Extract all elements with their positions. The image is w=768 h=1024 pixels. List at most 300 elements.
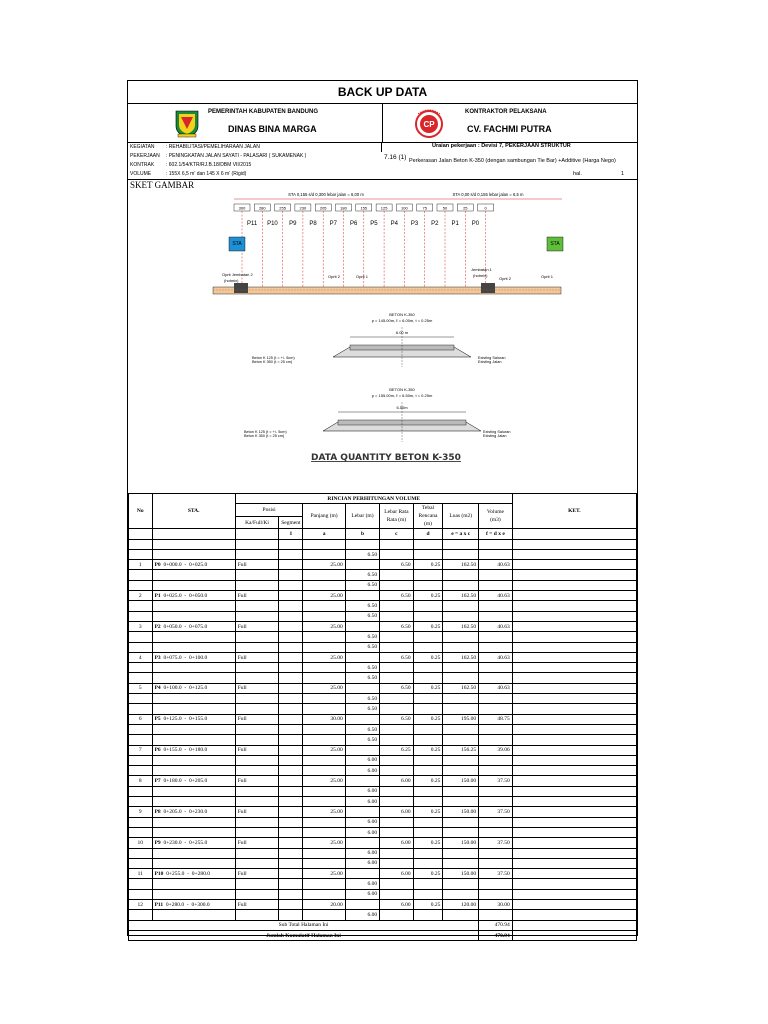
lebar-bottom: 6.50 <box>345 601 379 611</box>
row-volume: 37.50 <box>479 838 513 848</box>
sta-end: 0+180.0 <box>189 747 208 754</box>
contractor-line-1: KONTRAKTOR PELAKSANA <box>465 109 547 115</box>
row-panjang: 25.00 <box>303 560 345 570</box>
row-tebal: 0.25 <box>413 560 443 570</box>
table-spacer-row <box>129 539 637 549</box>
bandung-logo <box>172 108 202 138</box>
row-sta <box>152 591 235 601</box>
sta-start: 0+255.0 <box>166 870 185 877</box>
row-panjang: 25.00 <box>303 652 345 662</box>
row-no: 11 <box>129 869 153 879</box>
row-volume: 40.63 <box>479 683 513 693</box>
sta-start: 0+280.0 <box>165 901 185 908</box>
row-luas: 150.00 <box>443 807 479 817</box>
contractor-line-2: CV. FACHMI PUTRA <box>467 124 552 134</box>
point-label: P2 <box>431 221 439 227</box>
subtotal-row <box>129 920 637 930</box>
sta-dash: - <box>184 778 187 785</box>
employer-line-2: DINAS BINA MARGA <box>228 124 317 134</box>
col-no: No <box>129 494 153 529</box>
length-value: 0 <box>484 205 487 211</box>
row-posisi: Full <box>235 745 278 755</box>
section-1-saluran: Existing Saluran <box>478 356 506 360</box>
length-value: 25 <box>463 205 468 211</box>
lebar-top: 6.50 <box>345 673 379 683</box>
row-panjang: 25.00 <box>303 807 345 817</box>
point-label: P8 <box>309 221 317 227</box>
lebar-top: 6.50 <box>345 735 379 745</box>
row-point: P5 <box>154 716 161 723</box>
row-luas: 162.50 <box>443 560 479 570</box>
col-panjang: Panjang (m) <box>303 504 345 529</box>
row-lebar-rata: 6.50 <box>380 652 413 662</box>
col-tebal: Tebal Rencana (m) <box>413 504 443 529</box>
sta-dash: - <box>184 654 187 661</box>
code-e: e = a x c <box>443 529 479 539</box>
table-row <box>129 621 637 631</box>
row-lebar-rata: 6.50 <box>380 714 413 724</box>
length-value: 75 <box>422 205 427 211</box>
subtotal-label: Sub Total Halaman Ini <box>129 920 479 930</box>
hal-value: 1 <box>621 171 625 177</box>
volume-row <box>130 171 246 177</box>
row-no: 4 <box>129 652 153 662</box>
row-sta <box>152 621 235 631</box>
row-panjang: 25.00 <box>303 776 345 786</box>
table-row <box>129 797 637 807</box>
length-value: 50 <box>442 205 448 211</box>
road-strip <box>213 287 561 294</box>
sta-start: 0+230.0 <box>163 839 182 846</box>
row-no: 12 <box>129 899 153 909</box>
row-point: P1 <box>154 592 161 599</box>
row-point: P10 <box>154 870 164 877</box>
hotmix-label-left: (hotmix) <box>224 278 239 283</box>
row-tebal: 0.25 <box>413 714 443 724</box>
kontrak-label: KONTRAK <box>130 162 155 168</box>
section-1-k125: Beton K 125 (t = +/- 5cm) <box>252 356 295 360</box>
lebar-top: 6.00 <box>345 858 379 868</box>
section-2-dims: p = 155.00m, ℓ = 6.50m, t = 0.25m <box>371 393 433 398</box>
row-luas: 150.00 <box>443 838 479 848</box>
row-luas: 162.50 <box>443 621 479 631</box>
row-sta <box>152 560 235 570</box>
row-luas: 195.00 <box>443 714 479 724</box>
kegiatan-row <box>130 144 260 150</box>
employer-header <box>128 104 383 142</box>
col-sta: STA. <box>152 494 235 529</box>
kegiatan-label: KEGIATAN <box>130 144 155 150</box>
row-volume: 30.00 <box>479 899 513 909</box>
lebar-bottom: 6.50 <box>345 724 379 734</box>
point-label: P10 <box>267 221 278 227</box>
row-no: 3 <box>129 621 153 631</box>
pekerjaan-label: PEKERJAAN <box>130 153 160 159</box>
row-tebal: 0.25 <box>413 776 443 786</box>
row-lebar-rata: 6.00 <box>380 838 413 848</box>
lebar-top: 6.00 <box>345 889 379 899</box>
sta-end: 0+050.0 <box>189 592 208 599</box>
col-lebar: Lebar (m) <box>345 504 379 529</box>
row-point: P6 <box>154 747 161 754</box>
svg-text:CP: CP <box>423 120 435 129</box>
row-posisi: Full <box>235 776 278 786</box>
length-value: 155 <box>360 205 368 211</box>
sta-end: 0+280.0 <box>191 870 210 877</box>
table-row <box>129 910 637 920</box>
lebar-bottom: 6.00 <box>345 817 379 827</box>
row-luas: 162.50 <box>443 683 479 693</box>
rincian-header: RINCIAN PERHITUNGAN VOLUME <box>235 494 512 504</box>
table-row <box>129 879 637 889</box>
lebar-top: 6.50 <box>345 642 379 652</box>
section-1-jalan: Existing Jalan <box>478 360 502 364</box>
lebar-bottom: 6.00 <box>345 848 379 858</box>
row-posisi: Full <box>235 869 278 879</box>
sta-dash: - <box>184 747 187 754</box>
row-luas: 162.50 <box>443 591 479 601</box>
col-lebar-rata: Lebar Rata Rata (m) <box>380 504 413 529</box>
row-point: P11 <box>154 901 164 908</box>
point-label: P6 <box>349 221 358 227</box>
row-panjang: 25.00 <box>303 745 345 755</box>
col-ka-full-ki: Ka/Full/Ki <box>235 516 278 529</box>
kumulatif-row <box>129 930 637 940</box>
sta-box-right-label: STA <box>550 241 560 247</box>
row-posisi: Full <box>235 838 278 848</box>
col-volume: Volume (m3) <box>479 504 513 529</box>
bridge-1 <box>481 283 495 293</box>
row-tebal: 0.25 <box>413 838 443 848</box>
table-row <box>129 683 637 693</box>
table-row <box>129 735 637 745</box>
code-a: a <box>303 529 345 539</box>
row-tebal: 0.25 <box>413 745 443 755</box>
lebar-top: 6.50 <box>345 549 379 559</box>
row-panjang: 20.00 <box>303 899 345 909</box>
length-value: 280 <box>258 205 266 211</box>
row-point: P7 <box>154 778 161 785</box>
row-point: P2 <box>154 623 161 630</box>
row-no: 10 <box>129 838 153 848</box>
point-label: P7 <box>329 221 338 227</box>
row-point: P0 <box>154 561 161 568</box>
section-2-jalan: Existing Jalan <box>483 434 507 438</box>
lebar-bottom: 6.00 <box>345 910 379 920</box>
code-b: b <box>345 529 379 539</box>
site-plan-drawing <box>128 189 637 299</box>
uraian-pekerjaan: Uraian pekerjaan : Devisi 7, PEKERJAAN STRUKTUR <box>432 143 571 149</box>
row-point: P9 <box>154 839 161 846</box>
oprit-2-right-label: Oprit 2 <box>499 276 512 281</box>
code-1: 1 <box>279 529 303 539</box>
kontrak-row <box>130 162 251 168</box>
col-posisi: Posisi <box>235 504 303 517</box>
length-value: 125 <box>380 205 388 211</box>
code-f: f = d x e <box>479 529 513 539</box>
kumulatif-value: 470.94 <box>479 930 513 940</box>
table-row <box>129 663 637 673</box>
table-row <box>129 724 637 734</box>
row-volume: 40.63 <box>479 560 513 570</box>
sta-end: 0+205.0 <box>189 778 208 785</box>
table-row <box>129 591 637 601</box>
code-c: c <box>380 529 413 539</box>
row-lebar-rata: 6.00 <box>380 807 413 817</box>
lebar-bottom: 6.00 <box>345 786 379 796</box>
item-description: Perkerasan Jalan Beton K-350 (dengan sambungan Tie Bar) +Additive (Harga Nego) <box>409 158 616 164</box>
point-label: P0 <box>471 221 480 227</box>
sta-start: 0+180.0 <box>163 778 182 785</box>
row-sta <box>152 838 235 848</box>
sta-dash: - <box>187 870 190 877</box>
sta-dash: - <box>184 592 187 599</box>
row-panjang: 25.00 <box>303 591 345 601</box>
table-row <box>129 570 637 580</box>
col-segment: Segment <box>279 516 303 529</box>
table-row <box>129 560 637 570</box>
section-2-title: BETON K-350 <box>389 387 415 392</box>
row-point: P4 <box>154 685 161 692</box>
row-luas: 162.50 <box>443 652 479 662</box>
length-value: 180 <box>340 205 347 211</box>
row-volume: 37.50 <box>479 807 513 817</box>
point-label: P11 <box>247 221 258 227</box>
lebar-top: 6.00 <box>345 766 379 776</box>
row-panjang: 25.00 <box>303 621 345 631</box>
sta-start: 0+155.0 <box>163 747 182 754</box>
table-row <box>129 580 637 590</box>
row-posisi: Full <box>235 560 278 570</box>
length-value: 230 <box>299 205 307 211</box>
length-value: 300 <box>238 205 246 211</box>
section-2-width: 6.50m <box>396 405 408 410</box>
contractor-header <box>383 104 637 142</box>
row-sta <box>152 776 235 786</box>
hal-label: hal. <box>573 171 582 177</box>
row-panjang: 25.00 <box>303 683 345 693</box>
row-no: 2 <box>129 591 153 601</box>
row-sta <box>152 652 235 662</box>
row-no: 6 <box>129 714 153 724</box>
project-info <box>128 142 637 180</box>
sta-start: 0+125.0 <box>163 716 182 723</box>
sta-right-note: STA 0,00 s/d 0,155 lebar jalan = 6,5 m <box>452 192 524 197</box>
row-posisi: Full <box>235 899 278 909</box>
row-tebal: 0.25 <box>413 899 443 909</box>
table-row <box>129 807 637 817</box>
section-1-width: 6.00 m <box>395 330 409 335</box>
table-row <box>129 745 637 755</box>
lebar-bottom: 6.50 <box>345 694 379 704</box>
table-row <box>129 786 637 796</box>
kontrak-value: : 602.1/54/KTR/RJ.B.18/DBM VII/2015 <box>166 162 252 168</box>
sta-end: 0+125.0 <box>189 685 208 692</box>
section-2-saluran: Existing Saluran <box>483 430 511 434</box>
table-row <box>129 766 637 776</box>
bridge-2 <box>234 283 248 293</box>
table-row <box>129 694 637 704</box>
row-sta <box>152 683 235 693</box>
volume-value: : 155X 6,5 m' dan 145 X 6 m' (Rigid) <box>166 171 247 177</box>
oprit-jembatan-2-label: Oprit Jembatan 2 <box>222 272 253 277</box>
employer-line-1: PEMERINTAH KABUPATEN BANDUNG <box>208 109 318 115</box>
table-row <box>129 632 637 642</box>
table-row <box>129 673 637 683</box>
row-volume: 37.50 <box>479 776 513 786</box>
row-no: 9 <box>129 807 153 817</box>
table-row <box>129 848 637 858</box>
lebar-bottom: 6.50 <box>345 570 379 580</box>
table-row <box>129 714 637 724</box>
lebar-top: 6.50 <box>345 611 379 621</box>
row-tebal: 0.25 <box>413 869 443 879</box>
table-row <box>129 776 637 786</box>
table-row <box>129 889 637 899</box>
kumulatif-label: Jumlah Kumulatif Halaman Ini <box>129 930 479 940</box>
sta-end: 0+075.0 <box>189 623 208 630</box>
table-row <box>129 755 637 765</box>
oprit-1-right-label: Oprit 1 <box>541 274 554 279</box>
sta-dash: - <box>184 808 187 815</box>
cross-sections <box>128 307 637 467</box>
row-lebar-rata: 6.50 <box>380 560 413 570</box>
row-volume: 40.63 <box>479 621 513 631</box>
backup-data-sheet <box>127 80 638 939</box>
lebar-bottom: 6.00 <box>345 755 379 765</box>
item-number: 7.16 (1) <box>384 154 407 161</box>
col-ket: KET. <box>512 494 636 529</box>
lebar-bottom: 6.00 <box>345 879 379 889</box>
row-no: 1 <box>129 560 153 570</box>
row-panjang: 25.00 <box>303 869 345 879</box>
code-d: d <box>413 529 443 539</box>
row-posisi: Full <box>235 683 278 693</box>
sket-gambar-label: SKET GAMBAR <box>130 180 195 190</box>
row-sta <box>152 745 235 755</box>
section-2-k125: Beton K 125 (t = +/- 5cm) <box>244 430 287 434</box>
table-row <box>129 869 637 879</box>
row-lebar-rata: 6.00 <box>380 899 413 909</box>
sta-dash: - <box>184 839 187 846</box>
sta-start: 0+075.0 <box>163 654 182 661</box>
row-no: 5 <box>129 683 153 693</box>
quantity-table <box>128 493 637 941</box>
length-value: 255 <box>279 205 286 211</box>
sta-dash: - <box>184 716 187 723</box>
table-row <box>129 611 637 621</box>
table-row <box>129 899 637 909</box>
row-volume: 40.63 <box>479 652 513 662</box>
row-tebal: 0.25 <box>413 652 443 662</box>
section-1-dims: p = 145.00m, ℓ = 6.00m, t = 0.25m <box>371 318 433 323</box>
row-posisi: Full <box>235 807 278 817</box>
lebar-top: 6.50 <box>345 580 379 590</box>
subtotal-value: 470.94 <box>479 920 513 930</box>
row-lebar-rata: 6.25 <box>380 745 413 755</box>
sta-dash: - <box>184 685 187 692</box>
table-row <box>129 827 637 837</box>
table-row <box>129 601 637 611</box>
row-posisi: Full <box>235 591 278 601</box>
sta-end: 0+100.0 <box>189 654 208 661</box>
sta-end: 0+025.0 <box>189 561 208 568</box>
point-label: P5 <box>370 221 378 227</box>
row-lebar-rata: 6.50 <box>380 683 413 693</box>
sta-start: 0+050.0 <box>163 623 182 630</box>
lebar-bottom: 6.50 <box>345 663 379 673</box>
row-no: 8 <box>129 776 153 786</box>
lebar-bottom: 6.50 <box>345 632 379 642</box>
sta-start: 0+025.0 <box>163 592 182 599</box>
oprit-2-left-label: Oprit 2 <box>328 274 341 279</box>
kegiatan-value: : REHABILITASI/PEMELIHARAAN JALAN <box>166 144 260 150</box>
row-volume: 40.63 <box>479 591 513 601</box>
row-luas: 156.25 <box>443 745 479 755</box>
row-tebal: 0.25 <box>413 621 443 631</box>
row-posisi: Full <box>235 714 278 724</box>
row-tebal: 0.25 <box>413 591 443 601</box>
sta-end: 0+255.0 <box>189 839 208 846</box>
sta-dash: - <box>186 901 189 908</box>
point-label: P9 <box>289 221 297 227</box>
section-1-title: BETON K-350 <box>389 312 415 317</box>
lebar-top: 6.50 <box>345 704 379 714</box>
row-luas: 120.00 <box>443 899 479 909</box>
row-lebar-rata: 6.00 <box>380 776 413 786</box>
row-luas: 150.00 <box>443 869 479 879</box>
pekerjaan-value: : PENINGKATAN JALAN SAYATI - PALASARI ( SUKAMENAK ) <box>166 153 307 159</box>
sta-dash: - <box>184 561 187 568</box>
length-boxes <box>234 204 494 211</box>
lebar-top: 6.00 <box>345 827 379 837</box>
hotmix-label-right: (hotmix) <box>473 273 488 278</box>
row-panjang: 30.00 <box>303 714 345 724</box>
sta-end: 0+155.0 <box>189 716 208 723</box>
sta-start: 0+000.0 <box>163 561 182 568</box>
sta-dash: - <box>184 623 187 630</box>
table-row <box>129 817 637 827</box>
table-row <box>129 704 637 714</box>
sta-start: 0+205.0 <box>163 808 182 815</box>
page-title: BACK UP DATA <box>128 81 637 104</box>
row-posisi: Full <box>235 652 278 662</box>
row-sta <box>152 807 235 817</box>
row-lebar-rata: 6.00 <box>380 869 413 879</box>
row-point: P8 <box>154 808 161 815</box>
sta-start: 0+100.0 <box>163 685 182 692</box>
point-label: P4 <box>390 221 398 227</box>
row-volume: 39.06 <box>479 745 513 755</box>
section-2-k350: Beton K 350 (t = 25 cm) <box>244 434 285 438</box>
length-value: 205 <box>319 205 327 211</box>
table-row <box>129 858 637 868</box>
row-sta <box>152 899 235 909</box>
row-sta <box>152 869 235 879</box>
lebar-top: 6.00 <box>345 797 379 807</box>
point-label: P1 <box>451 221 459 227</box>
contractor-logo <box>412 106 446 140</box>
oprit-1-left-label: Oprit 1 <box>356 274 369 279</box>
volume-label: VOLUME <box>130 171 152 177</box>
row-no: 7 <box>129 745 153 755</box>
row-volume: 37.50 <box>479 869 513 879</box>
table-row <box>129 838 637 848</box>
table-row <box>129 642 637 652</box>
row-volume: 48.75 <box>479 714 513 724</box>
pekerjaan-row <box>130 153 306 159</box>
row-tebal: 0.25 <box>413 807 443 817</box>
